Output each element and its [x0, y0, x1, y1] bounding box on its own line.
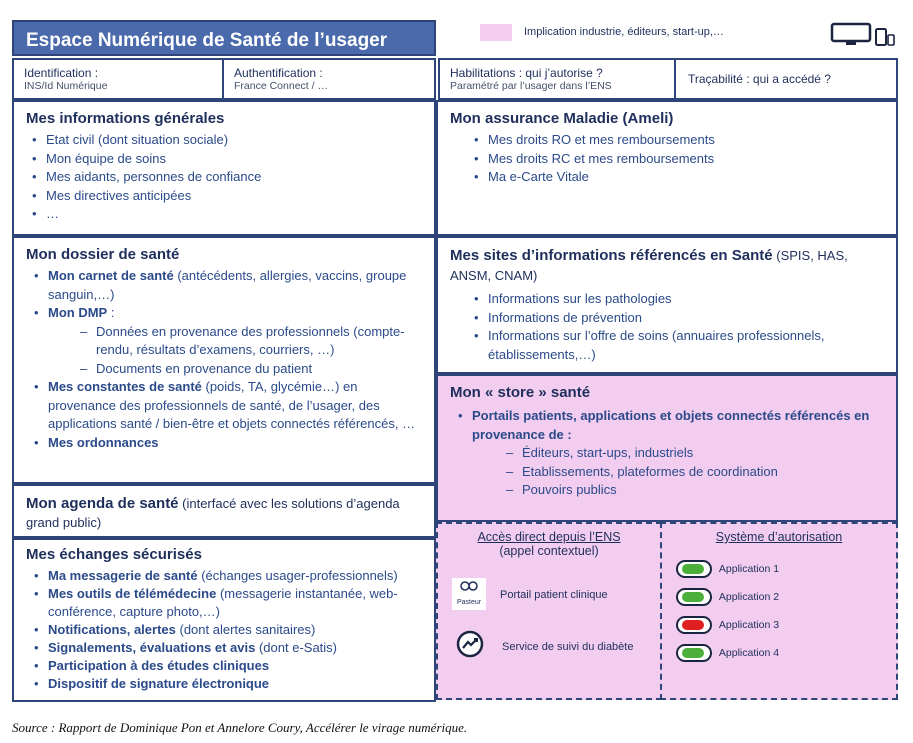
list-item: • Informations de prévention [488, 309, 884, 328]
agenda-sante-title-main: Mon agenda de santé [26, 495, 179, 512]
echange-label: Mes outils de télémédecine [48, 586, 217, 601]
agenda-sante-box [12, 484, 436, 538]
systeme-autorisation-title: Système d’autorisation [715, 530, 843, 544]
authentification-sub: France Connect / … [234, 80, 328, 92]
agenda-sante-title [26, 494, 422, 532]
toggle-switch[interactable] [676, 616, 712, 634]
list-item [48, 267, 422, 304]
echanges-securises-box [12, 538, 436, 702]
list-item [472, 407, 884, 500]
identification-title: Identification : [24, 66, 99, 80]
list-item [48, 639, 422, 657]
list-item: – Données en provenance des professionnels (compte-rendu, résultats d’examens, courriers, …) [96, 323, 422, 360]
list-item: • Mon équipe de soins [46, 150, 422, 169]
list-item [48, 434, 422, 453]
ordonnances-label: Mes ordonnances [48, 434, 159, 450]
assurance-box [436, 100, 898, 236]
pasteur-logo [452, 578, 486, 610]
toggle-indicator [682, 620, 704, 630]
echange-label: Participation à des études cliniques [48, 658, 270, 673]
store-sante-title: Mon « store » santé [450, 384, 591, 401]
habilitations-box [438, 58, 676, 100]
list-item: – Éditeurs, start-ups, industriels [522, 444, 884, 463]
acces-direct-title: Accès direct depuis l’ENS [477, 530, 621, 544]
store-main-item: Portails patients, applications et objets connectés référencés en provenance de : [472, 408, 870, 442]
infos-generales-title: Mes informations générales [26, 110, 225, 127]
echange-label: Ma messagerie de santé [48, 568, 198, 583]
carnet-label: Mon carnet de santé [48, 268, 174, 283]
habilitations-title: Habilitations : qui j’autorise ? [450, 66, 603, 80]
app-row-4[interactable] [676, 644, 779, 662]
list-item [48, 378, 422, 434]
assurance-title: Mon assurance Maladie (Ameli) [450, 110, 674, 127]
pasteur-logo-text: Pasteur [456, 599, 482, 606]
list-item: • … [46, 205, 422, 224]
list-item [48, 657, 422, 675]
authentification-box [222, 58, 436, 100]
store-sante-box [436, 374, 898, 522]
list-item: • Mes aidants, personnes de confiance [46, 168, 422, 187]
carnet-detail: (antécédents, allergies, vaccins, groupe sanguin,…) [48, 268, 407, 302]
toggle-indicator [682, 648, 704, 658]
echange-detail: (messagerie instantanée, web-conférence, capture photo,…) [48, 586, 398, 619]
legend-swatch [480, 24, 512, 41]
dossier-sante-title: Mon dossier de santé [26, 246, 180, 263]
authentification-title: Authentification : [234, 66, 323, 80]
list-item: – Etablissements, plateformes de coordination [522, 463, 884, 482]
dossier-sante-box [12, 236, 436, 484]
app-label: Application 3 [718, 619, 780, 631]
echanges-securises-title: Mes échanges sécurisés [26, 546, 202, 563]
toggle-switch[interactable] [676, 644, 712, 662]
tracabilite-box [674, 58, 898, 100]
list-item: • Informations sur les pathologies [488, 290, 884, 309]
list-item: • Ma e-Carte Vitale [488, 168, 884, 187]
devices-icon [830, 22, 896, 50]
list-item [48, 621, 422, 639]
toggle-indicator [682, 564, 704, 574]
tracabilite-title: Traçabilité : qui a accédé ? [688, 72, 831, 86]
app-row-3[interactable] [676, 616, 779, 634]
sites-infos-box [436, 236, 898, 374]
list-item [48, 675, 422, 693]
agenda-sante-title-detail: (interfacé avec les solutions d’agenda grand public) [26, 496, 400, 530]
constantes-detail: (poids, TA, glycémie…) en provenance des professionnels de santé, de l’usager, des applications santé / bien-être et objets connectés référencés, … [48, 379, 416, 431]
acces-direct-sub: (appel contextuel) [499, 544, 599, 558]
legend-label: Implication industrie, éditeurs, start-up,… [524, 26, 724, 38]
acces-direct-box [436, 522, 662, 700]
list-item: • Informations sur l’offre de soins (annuaires professionnels, établissements,…) [488, 327, 884, 364]
diagram-title: Espace Numérique de Santé de l’usager [12, 20, 436, 56]
app-label: Application 2 [718, 591, 780, 603]
list-item: • Mes directives anticipées [46, 187, 422, 206]
list-item: • Mes droits RO et mes remboursements [488, 131, 884, 150]
list-item: – Pouvoirs publics [522, 481, 884, 500]
echange-detail: (dont alertes sanitaires) [175, 622, 316, 637]
habilitations-sub: Paramétré par l’usager dans l’ENS [450, 80, 612, 92]
echange-detail: (échanges usager-professionnels) [197, 568, 398, 583]
toggle-indicator [682, 592, 704, 602]
sites-infos-title-detail: (SPIS, HAS, ANSM, CNAM) [450, 248, 848, 283]
echange-label: Signalements, évaluations et avis [48, 640, 256, 655]
suivi-diabete-label[interactable]: Service de suivi du diabète [502, 641, 634, 653]
identification-box [12, 58, 224, 100]
app-label: Application 4 [718, 647, 780, 659]
app-row-1[interactable] [676, 560, 779, 578]
sites-infos-title [450, 246, 884, 286]
echange-detail: (dont e-Satis) [255, 640, 338, 655]
app-row-2[interactable] [676, 588, 779, 606]
systeme-autorisation-box [660, 522, 898, 700]
trend-circle-icon [456, 630, 484, 658]
echange-label: Notifications, alertes [48, 622, 176, 637]
list-item: – Documents en provenance du patient [96, 360, 422, 379]
echange-label: Dispositif de signature électronique [48, 676, 270, 691]
list-item: • Etat civil (dont situation sociale) [46, 131, 422, 150]
identification-sub: INS/Id Numérique [24, 80, 108, 92]
list-item [48, 585, 422, 621]
list-item [48, 304, 422, 378]
constantes-label: Mes constantes de santé [48, 379, 202, 394]
sites-infos-title-main: Mes sites d’informations référencés en Santé [450, 247, 773, 264]
list-item [48, 567, 422, 585]
portail-patient-label[interactable]: Portail patient clinique [500, 589, 608, 601]
list-item: • Mes droits RC et mes remboursements [488, 150, 884, 169]
infos-generales-box [12, 100, 436, 236]
toggle-switch[interactable] [676, 588, 712, 606]
app-label: Application 1 [718, 563, 780, 575]
dmp-label: Mon DMP [48, 305, 108, 320]
source-caption: Source : Rapport de Dominique Pon et Annelore Coury, Accélérer le virage numérique. [12, 720, 468, 735]
dmp-colon: : [107, 305, 115, 320]
toggle-switch[interactable] [676, 560, 712, 578]
